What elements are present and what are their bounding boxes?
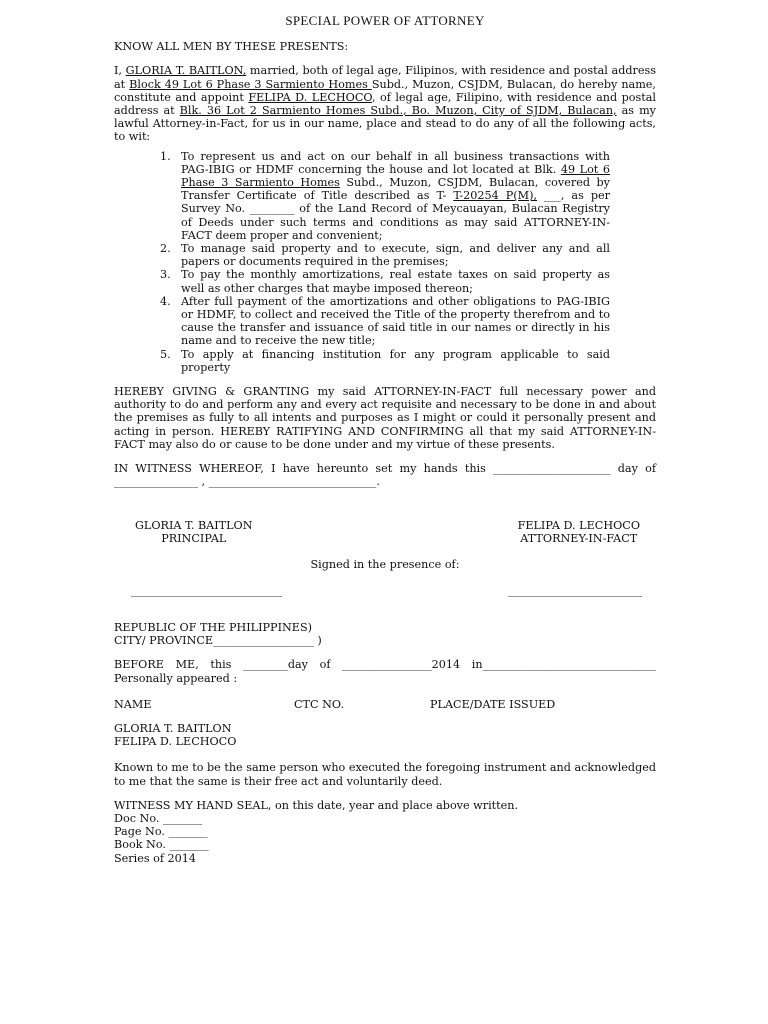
intro-text-1: I, [114, 64, 126, 78]
witness-whereof: IN WITNESS WHEREOF, I have hereunto set my hands this _____________________ day of _______________ , ______________________________. [114, 462, 656, 489]
list-item-number: 3. [160, 268, 171, 282]
attorney-address: Blk. 36 Lot 2 Sarmiento Homes Subd., Bo. Muzon, City of SJDM, Bulacan, [179, 104, 617, 118]
greeting: KNOW ALL MEN BY THESE PRESENTS: [114, 40, 349, 54]
intro-text-5: as my lawful Attorney-in-Fact, for us in our name, place and stead to do any of all the following acts, to wit: [114, 104, 656, 144]
header-ctc: CTC NO. [294, 697, 344, 711]
powers-list [114, 150, 656, 374]
list-item-number: 4. [160, 294, 171, 308]
republic-line: REPUBLIC OF THE PHILIPPINES) [114, 620, 312, 634]
list-item [160, 294, 610, 348]
document-title: SPECIAL POWER OF ATTORNEY [285, 13, 485, 28]
person-row: FELIPA D. LECHOCO [114, 735, 237, 749]
attorney-name: FELIPA D. LECHOCO [248, 90, 372, 104]
city-line: CITY/ PROVINCE__________________ ) [114, 634, 322, 648]
intro-paragraph [114, 64, 656, 143]
witness-hand: WITNESS MY HAND SEAL, on this date, year and place above written. [114, 798, 519, 812]
book-no: Book No. _______ [114, 838, 209, 852]
list-item-text: Subd., Muzon, CSJDM, Bulacan, covered by Transfer Certificate of Title described as T- [181, 176, 610, 203]
principal-signature [135, 519, 253, 545]
document-page [114, 14, 656, 865]
intro-text-2: married, both of legal age, Filipinos, with residence and postal address at [114, 64, 656, 91]
list-item-number: 5. [160, 347, 171, 361]
witness-line-right: ________________________ [507, 583, 642, 597]
known-paragraph: Known to me to be the same person who executed the foregoing instrument and acknowledged to me that the same is their free act and voluntarily deed. [114, 761, 657, 788]
principal-signature-name: GLORIA T. BAITLON [135, 518, 253, 532]
list-item-text: To represent us and act on our behalf in all business transactions with PAG-IBIG or HDMF concerning the house and lot located at Blk. [181, 149, 610, 176]
person-row: GLORIA T. BAITLON [114, 721, 232, 735]
header-name: NAME [114, 697, 152, 711]
list-item-text: After full payment of the amortizations and other obligations to PAG-IBIG or HDMF, to collect and received the Title of the property therefrom and to cause the transfer and issuance of said title in our names or directly in his name and to receive the new title; [181, 294, 610, 348]
list-item-text: To manage said property and to execute, sign, and deliver any and all papers or documents required in the premises; [181, 242, 610, 269]
page-no: Page No. _______ [114, 825, 208, 839]
acknowledgment-table-header [114, 698, 656, 711]
before-me: BEFORE ME, this ________day of ________________2014 in_______________________________ Personally appeared : [114, 658, 656, 685]
list-item-text: To pay the monthly amortizations, real estate taxes on said property as well as other charges that maybe imposed thereon; [181, 268, 610, 295]
title-number: T-20254 P(M), [453, 189, 538, 203]
doc-no: Doc No. _______ [114, 811, 203, 825]
list-item [160, 149, 610, 242]
list-item [160, 347, 610, 374]
witness-line-left: ___________________________ [131, 583, 283, 597]
intro-text-4: , of legal age, Filipino, with residence and postal address at [114, 90, 656, 118]
signed-presence: Signed in the presence of: [310, 557, 460, 571]
attorney-signature [518, 519, 640, 545]
attorney-signature-name: FELIPA D. LECHOCO [517, 518, 640, 532]
list-item-text: To apply at financing institution for any program applicable to said property [181, 347, 610, 374]
intro-text-3: Subd., Muzon, CSJDM, Bulacan, do hereby name, constitute and appoint [114, 77, 656, 104]
witness-signature-lines [114, 584, 656, 597]
property-address: 49 Lot 6 Phase 3 Sarmiento Homes [181, 162, 610, 190]
list-item-number: 2. [160, 242, 171, 256]
principal-signature-role: PRINCIPAL [161, 531, 227, 545]
list-item-text: ___, as per Survey No. ________ of the Land Record of Meycauayan, Bulacan Registry of Deeds under such terms and conditions as may said ATTORNEY-IN-FACT deem proper and convenient; [181, 189, 610, 242]
list-item [160, 242, 610, 269]
attorney-signature-role: ATTORNEY-IN-FACT [520, 531, 638, 545]
list-item [160, 268, 610, 295]
signature-row [114, 519, 656, 545]
list-item-number: 1. [160, 149, 171, 163]
principal-name: GLORIA T. BAITLON, [125, 64, 247, 78]
principal-address: Block 49 Lot 6 Phase 3 Sarmiento Homes [129, 77, 372, 91]
granting-paragraph: HEREBY GIVING & GRANTING my said ATTORNEY-IN-FACT full necessary power and authority to do and perform any and every act requisite and necessary to be done in and about the premises as fully to all intents and purposes as I might or could it personally present and acting in person. HEREBY RATIFYING AND CONFIRMING all that my said ATTORNEY-IN-FACT may also do or cause to be done under and my virtue of these presents. [114, 385, 656, 451]
series: Series of 2014 [114, 851, 197, 865]
header-place: PLACE/DATE ISSUED [430, 697, 556, 711]
